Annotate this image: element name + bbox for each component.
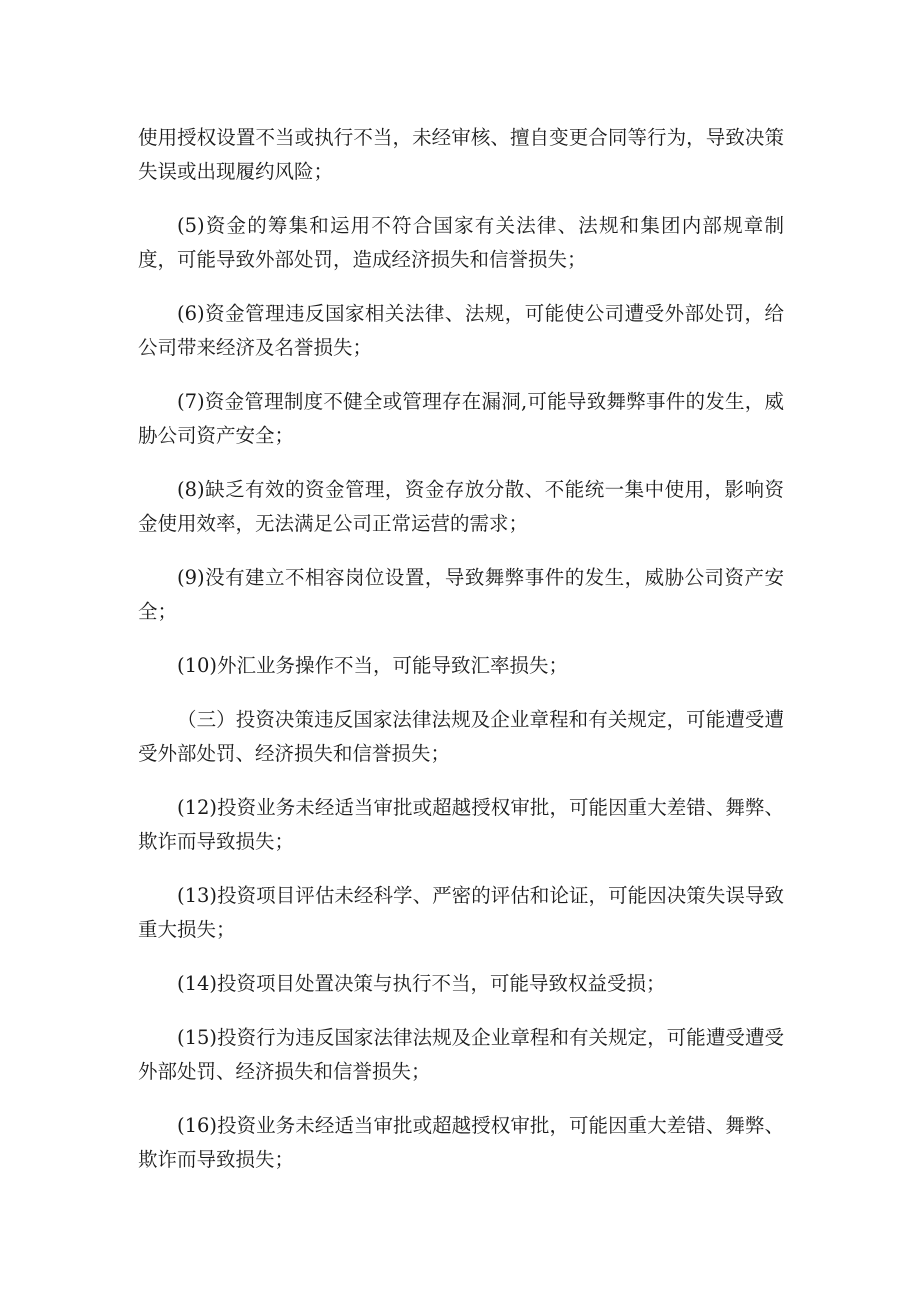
paragraph-item-12: (12)投资业务未经适当审批或超越授权审批，可能因重大差错、舞弊、欺诈而导致损失； xyxy=(138,796,784,853)
paragraph-item-5: (5)资金的筹集和运用不符合国家有关法律、法规和集团内部规章制度，可能导致外部处罚，造成经济损失和信誉损失； xyxy=(138,214,784,271)
paragraph-item-16: (16)投资业务未经适当审批或超越授权审批，可能因重大差错、舞弊、欺诈而导致损失； xyxy=(138,1114,784,1171)
paragraph-item-13: (13)投资项目评估未经科学、严密的评估和论证，可能因决策失误导致重大损失； xyxy=(138,884,784,941)
paragraph-section-3: （三）投资决策违反国家法律法规及企业章程和有关规定，可能遭受遭受外部处罚、经济损失和信誉损失； xyxy=(138,708,784,765)
paragraph-item-15: (15)投资行为违反国家法律法规及企业章程和有关规定，可能遭受遭受外部处罚、经济损失和信誉损失； xyxy=(138,1026,784,1083)
paragraph-item-6: (6)资金管理违反国家相关法律、法规，可能使公司遭受外部处罚，给公司带来经济及名誉损失； xyxy=(138,302,784,359)
paragraph-item-9: (9)没有建立不相容岗位设置，导致舞弊事件的发生，威胁公司资产安全； xyxy=(138,566,784,623)
paragraph-item-8: (8)缺乏有效的资金管理，资金存放分散、不能统一集中使用，影响资金使用效率，无法满足公司正常运营的需求； xyxy=(138,478,784,535)
paragraph-item-10: (10)外汇业务操作不当，可能导致汇率损失； xyxy=(177,654,569,677)
document-body xyxy=(138,121,784,1197)
paragraph-item-14: (14)投资项目处置决策与执行不当，可能导致权益受损； xyxy=(177,972,666,995)
paragraph-item-7: (7)资金管理制度不健全或管理存在漏洞,可能导致舞弊事件的发生，威胁公司资产安全； xyxy=(138,390,784,447)
paragraph-continuation: 使用授权设置不当或执行不当，未经审核、擅自变更合同等行为，导致决策失误或出现履约风险； xyxy=(138,126,784,183)
